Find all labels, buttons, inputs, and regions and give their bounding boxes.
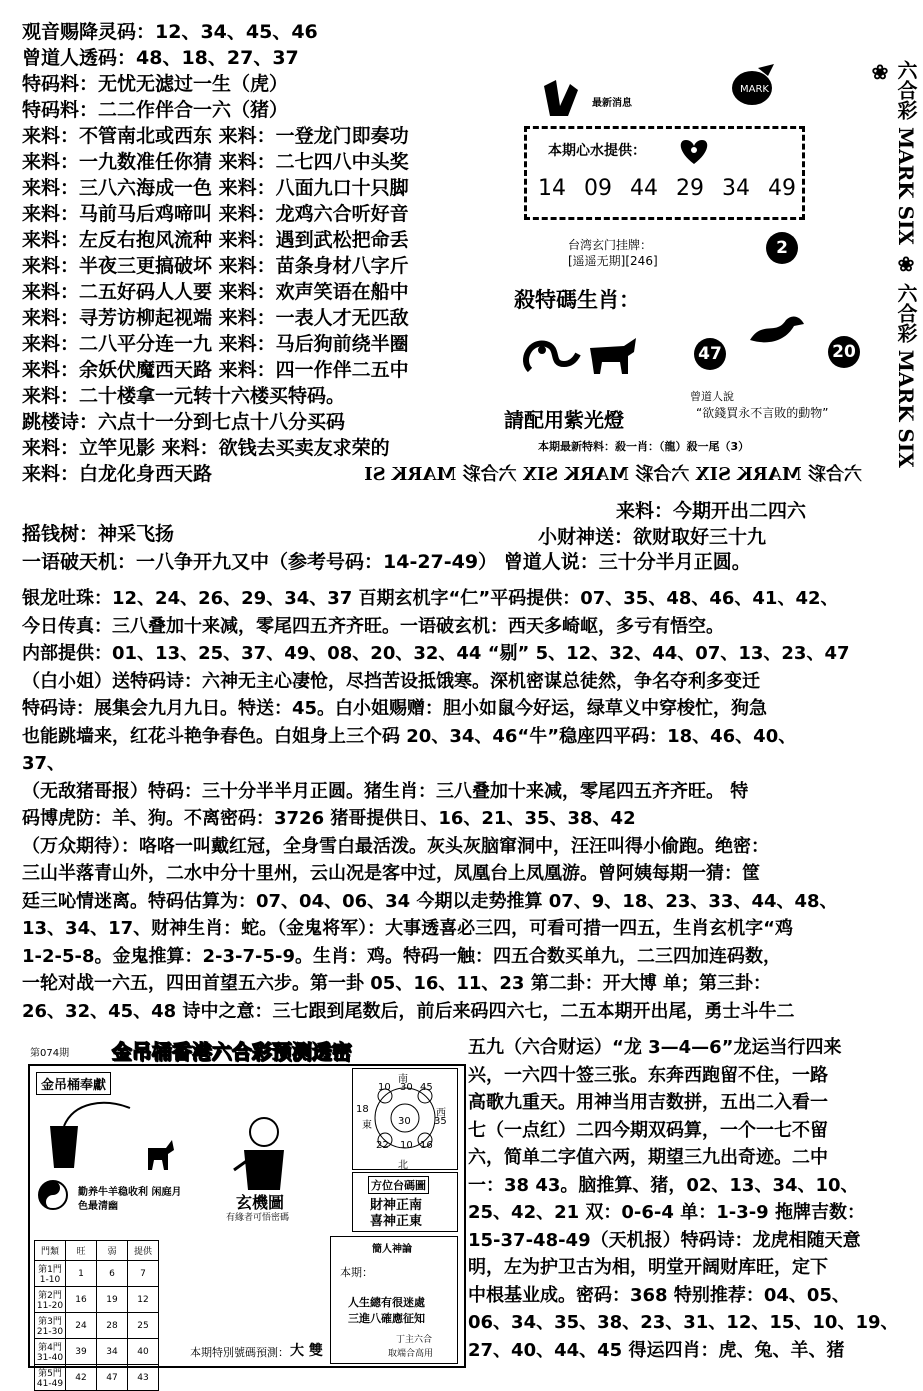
paragraph-line: 内部提供：01、13、25、37、49、08、20、32、44 “剔” 5、12、32、44、07、13、23、47 [22,643,850,664]
paragraph-line: 码博虎防：羊、狗。不离密码：3726 猪哥提供日、16、21、35、38、42 [22,808,636,829]
heart-number: 14 [538,176,566,201]
xuanji-title: 玄機圖 [236,1193,285,1212]
paragraph-line: 特码诗：展集会九月九日。特送：45。白小姐赐赠：胆小如鼠今好运，绿草义中穿梭忙，狗急 [22,698,768,719]
taiwan-label: 台湾玄门挂牌： [568,238,653,252]
small-wealth-line: 小财神送：欲财取好三十九 [538,526,767,548]
right-paragraph-line: 七（一点红）二四今期双码算，一个一七不留 [468,1119,828,1141]
door-table-wrap [34,1240,159,1391]
latest-news-label: 最新消息 [592,98,632,109]
left-line: 来料：寻芳访柳起视端 来料：一表人才无匹敌 [22,307,409,329]
table-cell: 12 [128,1287,159,1313]
right-paragraph-line: 明，左为护卫古为相，明堂开阔财库旺，定下 [468,1257,828,1278]
table-row [35,1365,159,1391]
left-line: 来料：半夜三更搞破坏 来料：苗条身材八字斤 [22,255,409,277]
door-table [34,1240,159,1391]
table-row [35,1339,159,1365]
table-header-cell: 提供 [128,1241,159,1261]
heart-number: 44 [630,176,658,201]
compass-label: 東 [362,1120,372,1131]
heart-label: 本期心水提供： [548,143,646,159]
compass-label: 18 [356,1104,369,1115]
zeng-quote: “欲錢買永不言敗的動物” [696,406,829,420]
table-cell: 6 [97,1261,128,1287]
paragraph-line: 廷三吣情迷离。特码估算为：07、04、06、34 今期以走势推算 07、9、18、23、33、44、48、 [22,890,838,912]
left-line: 特码料：二二作伴合一六（猪） [22,99,289,121]
table-cell: 47 [97,1365,128,1391]
snake-icon [520,330,580,380]
compass-label: 南 [398,1074,408,1085]
table-cell: 39 [66,1339,97,1365]
left-line: 来料：余妖伏魔西天路 来料：四一作伴二五中 [22,359,409,381]
compass-label: 10 [378,1082,391,1093]
table-cell: 第5門 41-49 [35,1365,66,1391]
circle-number-20: 20 [828,336,860,368]
motto-text: 勤养牛羊稳收利 闲庭月色最清幽 [78,1187,182,1212]
money-tree-line: 摇钱树：神采飞扬 [22,523,175,545]
circle-number-47: 47 [694,338,726,370]
left-line: 来料：二五好码人人要 来料：欢声笑语在船中 [22,281,409,303]
left-line: 曾道人透码：48、18、27、37 [22,47,299,69]
poem-line-1: 人生總有很迷處 [348,1296,425,1309]
kill-zodiac-title: 殺特碼生肖： [514,287,640,312]
heart-icon [676,136,712,166]
paragraph-line: 一轮对战一六五，四田首望五六步。第一卦 05、16、11、23 第二卦：开大博 单；第三卦： [22,973,771,994]
yin-yang-icon [38,1180,68,1210]
right-paragraph-line: 五九（六合财运）“龙 3—4—6”龙运当行四来 [468,1037,842,1058]
taiwan-value: [遥遥无期][246] [568,254,658,268]
left-line: 来料：不管南北或西东 来料：一登龙门即奏功 [22,125,409,147]
poem-line-2: 三進八確應征知 [348,1312,425,1325]
table-cell: 第1門 1-10 [35,1261,66,1287]
compass-label: 10 [400,1140,413,1151]
lottery-ball-icon [728,62,780,108]
table-cell: 34 [97,1339,128,1365]
table-row [35,1313,159,1339]
left-line: 来料：立竿见影 来料：欲钱去买卖友求荣的 [22,437,390,459]
heart-number: 49 [768,176,796,201]
paragraph-line: （白小姐）送特码诗：六神无主心凄怆，尽挡苦设抵饿寒。深机密谋总徒然，争名夺利多变迁 [22,670,760,692]
right-paragraph-line: 06、34、35、38、23、31、12、15、10、19、 [468,1312,899,1333]
news-logo-icon [540,76,582,120]
right-paragraph-line: 25、42、21 双：0-6-4 单：1-3-9 拖牌吉数： [468,1202,865,1223]
paragraph-line: 26、32、45、48 诗中之意：三七跟到尾数后，前后来码四六七，二五本期开出尾，勇士斗牛二 [22,1000,795,1022]
zeng-says-label: 曾道人說 [690,390,734,403]
compass-label: 35 [434,1116,447,1127]
special-predict-value: 大 雙 [290,1343,323,1359]
table-header-cell: 弱 [97,1241,128,1261]
left-line: 来料：一九数准任你猜 来料：二七四八中头奖 [22,151,409,173]
latest-special-line: 本期最新特料：殺一肖：（龍）殺一尾（3） [538,440,750,453]
ox-icon [584,330,640,380]
table-cell: 7 [128,1261,159,1287]
sign-line-2: 取端合高用 [388,1349,434,1359]
left-line: 来料：马前马后鸡啼叫 来料：龙鸡六合听好音 [22,203,409,225]
sign-line-1: 丁主六合 [396,1335,433,1345]
paragraph-line: 三山半落青山外，二水中分十里州，云山况是客中过，凤凰台上凤凰游。曾阿姨每期一猜：筐 [22,863,760,884]
table-row [35,1261,159,1287]
compass-label: 30 [400,1082,413,1093]
table-cell: 16 [66,1287,97,1313]
cartoon-figure-icon [224,1110,294,1200]
right-paragraph-line: 高歌九重天。用神当用吉数拼，五出二入看一 [468,1092,828,1113]
compass-label: 16 [420,1140,433,1151]
purple-lamp-notice: 請配用紫光燈 [504,408,624,432]
right-paragraph-line: 兴，一六四十签三张。东奔西跑留不住，一路 [468,1064,828,1086]
table-cell: 第4門 31-40 [35,1339,66,1365]
left-line: 来料：二十楼拿一元转十六楼买特码。 [22,385,346,407]
left-line: 来料：白龙化身西天路 [22,463,213,485]
left-line: 来料：二八平分连一九 来料：马后狗前绕半圈 [22,333,409,355]
paragraph-line: 今日传真：三八叠加十来减，零尾四五齐齐旺。一语破玄机：西天多崎岖，多亏有悟空。 [22,615,724,637]
one-word-line: 一语破天机：一八争开九又中（参考号码：14-27-49） 曾道人说：三十分半月正圆。 [22,551,751,573]
paragraph-line: 银龙吐珠：12、24、26、29、34、37 百期玄机字“仁”平码提供：07、35、48、46、41、42、 [22,588,839,609]
table-cell: 28 [97,1313,128,1339]
right-paragraph-line: 中根基业成。密码：368 特别推荐：04、05、 [468,1284,850,1306]
fangwei-title: 方位台碼圖 [368,1176,429,1194]
heart-number: 29 [676,176,704,201]
right-paragraph-line: 一：38 43。脑推算、猪，02、13、34、10、 [468,1174,859,1196]
table-cell: 19 [97,1287,128,1313]
left-line: 来料：三八六海成一色 来料：八面九口十只脚 [22,177,409,199]
table-cell: 第3門 21-30 [35,1313,66,1339]
table-row [35,1287,159,1313]
heart-number: 34 [722,176,750,201]
left-line: 跳楼诗：六点十一分到七点十八分买码 [22,411,346,433]
goat-icon [146,1138,176,1172]
compass-label: 45 [420,1082,433,1093]
right-paragraph-line: 27、40、44、45 得运四肖：虎、兔、羊、猪 [468,1339,845,1361]
heart-number: 09 [584,176,612,201]
table-cell: 43 [128,1365,159,1391]
table-cell: 1 [66,1261,97,1287]
paragraph-line: （无敌猪哥报）特码：三十分半半月正圆。猪生肖：三八叠加十来减，零尾四五齐齐旺。 特 [22,780,749,802]
table-header-cell: 旺 [66,1241,97,1261]
heart-numbers [538,176,814,201]
donation-badge: 金吊桶奉獻 [36,1072,111,1095]
panel-banner: 金吊桶香港六合彩预测透密 [112,1040,352,1064]
table-cell: 24 [66,1313,97,1339]
fangwei-line-2: 喜神正東 [370,1214,423,1229]
special-predict-label: 本期特別號碼預測： [190,1346,289,1359]
table-cell: 40 [128,1339,159,1365]
paragraph-line: 也能跳墙来，红花斗艳争春色。白姐身上三个码 20、34、46“牛”稳座四平码：18、46、40、 [22,725,797,747]
compass-label: 西 [436,1108,446,1119]
vertical-mark-six-band: 六合彩 MARK SIX ❀ 六合彩 MARK SIX ❀ [868,60,918,468]
table-cell: 25 [128,1313,159,1339]
xuanji-subtitle: 有緣者可悟密碼 [226,1213,290,1223]
mirrored-mark-six-band: 六合彩 MARK SIX 六合彩 MARK SIX 六合彩 MARK SI [364,464,862,485]
svg-text:MARK: MARK [740,84,769,95]
bucket-icon [44,1098,134,1170]
left-line: 特码料：无忧无滤过一生（虎） [22,73,289,95]
paragraph-line: 1-2-5-8。金鬼推算：2-3-7-5-9。生肖：鸡。特码一触：四五合数买单九，二三四加连码数， [22,945,782,967]
table-cell: 42 [66,1365,97,1391]
dragon-icon [746,310,806,350]
paragraph-line: 37、 [22,753,66,774]
right-paragraph-line: 六，简单二字值六两，期望三九出奇迹。二中 [468,1147,828,1168]
fangwei-line-1: 財神正南 [370,1198,423,1213]
table-cell: 第2門 11-20 [35,1287,66,1313]
come-line-right: 来料：今期开出二四六 [616,500,807,522]
compass-label: 22 [376,1140,389,1151]
issue-number: 第074期 [30,1048,70,1059]
paragraph-line: 13、34、17、财神生肖：蛇。（金鬼将军）：大事透喜必三四，可看可措一四五，生肖玄机字“鸡 [22,918,793,939]
right-paragraph-line: 15-37-48-49（天机报）特码诗：龙虎相随天意 [468,1229,861,1251]
benqi-label: 本期： [340,1266,373,1279]
table-header-cell: 門類 [35,1241,66,1261]
compass-label: 30 [398,1116,411,1127]
circle-number-2: 2 [766,232,798,264]
paragraph-line: （万众期待）：咯咯一叫戴红冠，全身雪白最活泼。灰头灰脑窜洞中，汪汪叫得小偷跑。绝密： [22,835,769,857]
left-line: 观音赐降灵码：12、34、45、46 [22,21,318,43]
left-line: 来料：左反右抱风流种 来料：遇到武松把命丢 [22,229,409,251]
jianren-title: 簡人神論 [372,1244,412,1255]
compass-label: 北 [398,1160,408,1171]
